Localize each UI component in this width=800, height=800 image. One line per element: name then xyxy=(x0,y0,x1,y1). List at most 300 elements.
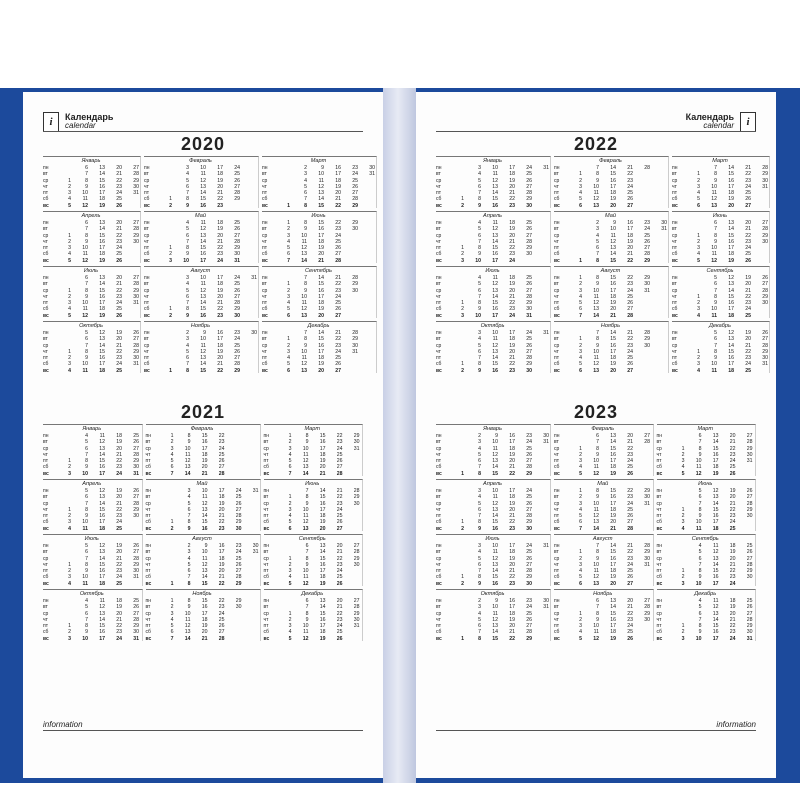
weekday-label: ср xyxy=(262,287,268,294)
weekday-label: вт xyxy=(672,336,677,343)
day-cell xyxy=(751,203,768,209)
week-row xyxy=(436,258,549,264)
day-cell: 18 xyxy=(99,196,105,203)
day-cell: 31 xyxy=(133,300,139,307)
day-cell: 28 xyxy=(234,361,240,368)
day-cell: 8 xyxy=(187,519,191,526)
day-cell: 4 xyxy=(170,616,174,623)
day-cell: 7 xyxy=(304,275,307,281)
month-name: Июнь xyxy=(305,481,320,487)
day-cell: 15 xyxy=(712,623,719,630)
day-cell: 21 xyxy=(116,171,122,178)
day-cell: 5 xyxy=(304,183,307,190)
day-cell: 17 xyxy=(218,549,225,556)
day-cell: 15 xyxy=(318,336,324,343)
day-cell: 27 xyxy=(526,506,532,513)
month-name: Август xyxy=(600,268,621,274)
month-calendar xyxy=(436,534,551,586)
day-cell: 2 xyxy=(287,342,290,349)
day-cell: 17 xyxy=(610,623,616,630)
day-cell: 21 xyxy=(116,555,122,562)
day-cell xyxy=(736,471,753,477)
month-name: Сентябрь xyxy=(298,536,326,542)
day-cell: 29 xyxy=(133,348,139,355)
day-cell: 25 xyxy=(352,177,358,184)
day-cell: 10 xyxy=(82,519,88,526)
day-cell: 13 xyxy=(302,525,309,532)
day-cell: 30 xyxy=(369,165,375,171)
day-cell: 17 xyxy=(217,336,223,343)
week-row xyxy=(43,368,139,374)
weekday-label: пн xyxy=(436,165,442,171)
day-cell: 10 xyxy=(593,458,599,465)
day-cell: 16 xyxy=(99,355,105,362)
day-cell: 31 xyxy=(234,257,240,264)
day-cell: 2 xyxy=(68,355,71,362)
day-cell: 5 xyxy=(68,257,71,264)
day-cell: 4 xyxy=(681,525,685,532)
weekday-label: ср xyxy=(145,500,151,507)
week-row xyxy=(672,203,768,209)
weekday-label: ср xyxy=(262,177,268,184)
day-cell: 1 xyxy=(288,433,292,439)
weekday-label: чт xyxy=(144,293,149,300)
day-cell: 8 xyxy=(478,470,481,477)
weekday-label: пн xyxy=(145,598,151,604)
day-cell xyxy=(341,258,358,264)
day-cell: 16 xyxy=(492,202,498,209)
day-cell: 15 xyxy=(492,196,498,203)
day-cell: 12 xyxy=(99,488,105,494)
day-cell: 6 xyxy=(698,555,702,562)
week-row xyxy=(264,636,362,642)
day-cell: 2 xyxy=(170,439,174,446)
day-cell: 4 xyxy=(478,171,481,178)
day-cell: 31 xyxy=(543,604,549,611)
day-cell: 13 xyxy=(184,464,191,471)
weekday-label: сб xyxy=(145,574,151,581)
day-cell: 11 xyxy=(82,367,88,374)
day-cell: 16 xyxy=(319,500,326,507)
day-cell: 22 xyxy=(745,171,751,178)
day-cell: 23 xyxy=(116,293,122,300)
day-cell: 23 xyxy=(627,281,633,288)
day-cell: 8 xyxy=(698,445,702,452)
day-cell: 25 xyxy=(746,543,753,549)
weekday-label: чт xyxy=(436,616,441,623)
day-cell: 12 xyxy=(610,238,616,245)
month-calendar xyxy=(262,156,377,208)
day-cell: 26 xyxy=(335,306,341,313)
weekday-label: вс xyxy=(262,202,268,209)
day-cell: 8 xyxy=(698,568,702,575)
day-cell: 20 xyxy=(745,336,751,343)
day-cell: 20 xyxy=(745,220,751,226)
day-cell: 3 xyxy=(697,306,700,313)
weekday-label: вт xyxy=(554,281,559,288)
day-cell: 20 xyxy=(627,598,633,604)
day-cell: 23 xyxy=(509,367,515,374)
month-name: Июль xyxy=(83,268,99,274)
day-cell: 25 xyxy=(746,598,753,604)
day-cell xyxy=(532,368,549,374)
weekday-label: вс xyxy=(43,202,49,209)
day-cell: 15 xyxy=(200,245,206,252)
day-cell: 16 xyxy=(200,202,206,209)
weekday-label: вс xyxy=(554,367,560,374)
weekday-label: ср xyxy=(672,232,678,239)
day-cell: 7 xyxy=(478,293,481,300)
day-cell: 3 xyxy=(288,623,292,630)
day-cell: 15 xyxy=(99,506,105,513)
day-cell: 24 xyxy=(217,257,223,264)
day-cell: 26 xyxy=(218,623,225,630)
month-calendar xyxy=(436,321,551,373)
weekday-label: пт xyxy=(672,300,677,307)
day-cell: 22 xyxy=(217,196,223,203)
weekday-label: пт xyxy=(656,513,662,520)
weekday-label: пт xyxy=(43,458,48,465)
day-cell: 24 xyxy=(116,470,122,477)
day-cell: 14 xyxy=(610,165,616,171)
weekday-label: ср xyxy=(554,555,560,562)
day-cell: 9 xyxy=(596,177,599,184)
month-calendar xyxy=(43,534,143,586)
weekday-label: чт xyxy=(43,506,48,513)
day-cell: 1 xyxy=(681,445,685,452)
day-cell: 1 xyxy=(461,470,464,477)
weekday-label: чт xyxy=(144,348,149,355)
weekday-label: ср xyxy=(554,232,560,239)
week-row xyxy=(43,203,139,209)
day-cell: 17 xyxy=(509,330,515,336)
weekday-label: пн xyxy=(43,433,49,439)
weekday-label: вт xyxy=(145,604,151,611)
weekday-label: пт xyxy=(554,513,559,520)
day-cell: 16 xyxy=(319,439,326,446)
day-cell: 22 xyxy=(627,549,633,556)
day-cell: 6 xyxy=(187,506,191,513)
day-cell: 19 xyxy=(116,439,122,446)
day-cell: 27 xyxy=(133,445,139,452)
weekday-label: вт xyxy=(43,494,48,501)
day-cell: 11 xyxy=(200,220,206,226)
day-cell: 17 xyxy=(712,580,719,587)
weekday-label: вс xyxy=(145,635,152,642)
day-cell: 9 xyxy=(478,306,481,313)
day-cell: 10 xyxy=(302,568,309,575)
day-cell: 3 xyxy=(681,635,685,642)
day-cell: 27 xyxy=(235,506,242,513)
weekday-label: вс xyxy=(43,580,49,587)
day-cell: 15 xyxy=(200,306,206,313)
weekday-label: ср xyxy=(145,555,151,562)
weekday-label: вт xyxy=(672,281,677,288)
day-cell: 16 xyxy=(610,616,616,623)
weekday-label: чт xyxy=(144,238,149,245)
day-cell: 13 xyxy=(200,232,206,239)
day-cell: 20 xyxy=(201,629,208,636)
weekday-label: пн xyxy=(672,330,678,336)
day-cell: 4 xyxy=(478,549,481,556)
day-cell: 14 xyxy=(319,549,326,556)
day-cell: 16 xyxy=(318,342,324,349)
day-cell: 24 xyxy=(218,610,225,617)
day-cell: 17 xyxy=(99,245,105,252)
day-cell: 24 xyxy=(234,165,240,171)
weekday-label: вт xyxy=(436,604,441,611)
weekday-label: пн xyxy=(144,330,150,336)
weekday-label: вт xyxy=(144,171,149,178)
week-row xyxy=(672,368,768,374)
day-cell: 25 xyxy=(526,220,532,226)
day-cell: 11 xyxy=(185,616,191,623)
day-cell: 5 xyxy=(478,500,481,507)
weekday-label: ср xyxy=(436,555,442,562)
weekday-label: вт xyxy=(554,171,559,178)
day-cell: 22 xyxy=(116,458,122,465)
day-cell: 25 xyxy=(116,367,122,374)
day-cell: 24 xyxy=(745,361,751,368)
day-cell: 8 xyxy=(304,281,307,288)
day-cell: 12 xyxy=(593,196,599,203)
day-cell: 30 xyxy=(762,177,768,184)
day-cell: 7 xyxy=(85,451,88,458)
day-cell: 8 xyxy=(596,171,599,178)
weekday-label: сб xyxy=(263,574,269,581)
month-name: Февраль xyxy=(190,426,214,432)
day-cell: 25 xyxy=(627,190,633,197)
day-cell: 26 xyxy=(627,574,633,581)
day-cell: 14 xyxy=(610,543,616,549)
day-cell: 5 xyxy=(287,306,290,313)
day-cell: 23 xyxy=(235,543,242,549)
day-cell: 29 xyxy=(644,336,650,343)
day-cell: 15 xyxy=(712,568,719,575)
day-cell: 13 xyxy=(184,629,191,636)
day-cell: 12 xyxy=(302,458,309,465)
day-cell: 24 xyxy=(729,519,736,526)
day-cell: 16 xyxy=(318,287,324,294)
weekday-label: вс xyxy=(43,470,49,477)
day-cell: 2 xyxy=(579,616,582,623)
day-cell: 27 xyxy=(234,355,240,362)
day-cell: 18 xyxy=(319,451,326,458)
day-cell: 11 xyxy=(303,451,309,458)
day-cell: 5 xyxy=(478,555,481,562)
weekday-label: сб xyxy=(672,306,678,313)
day-cell: 19 xyxy=(729,549,736,556)
day-cell: 28 xyxy=(627,525,633,532)
weekday-label: вс xyxy=(262,312,268,319)
weekday-label: пн xyxy=(656,543,662,549)
day-cell: 17 xyxy=(712,635,719,642)
month-name: Август xyxy=(190,268,211,274)
day-cell: 22 xyxy=(218,580,225,587)
day-cell: 9 xyxy=(186,202,189,209)
weekday-label: пн xyxy=(43,275,49,281)
day-cell: 13 xyxy=(492,287,498,294)
day-cell: 26 xyxy=(627,300,633,307)
day-cell: 25 xyxy=(627,629,633,636)
day-cell: 11 xyxy=(711,190,717,197)
day-cell: 6 xyxy=(85,165,88,171)
day-cell: 26 xyxy=(526,451,532,458)
month-calendar xyxy=(264,479,364,531)
day-cell: 8 xyxy=(305,555,309,562)
day-cell: 21 xyxy=(610,525,616,532)
weekday-label: ср xyxy=(43,555,49,562)
day-cell: 24 xyxy=(335,232,341,239)
week-row xyxy=(262,313,375,319)
day-cell: 8 xyxy=(478,245,481,252)
day-cell: 26 xyxy=(336,458,343,465)
day-cell: 8 xyxy=(85,561,88,568)
weekday-label: сб xyxy=(436,251,442,258)
weekday-label: чт xyxy=(145,451,151,458)
weekday-label: чт xyxy=(145,561,151,568)
weekday-label: пт xyxy=(262,190,267,197)
day-cell: 22 xyxy=(116,348,122,355)
day-cell: 30 xyxy=(543,433,549,439)
day-cell: 15 xyxy=(728,293,734,300)
day-cell xyxy=(751,258,768,264)
day-cell: 29 xyxy=(762,232,768,239)
month-name: Ноябрь xyxy=(190,323,211,329)
day-cell: 16 xyxy=(319,616,326,623)
day-cell: 16 xyxy=(201,604,208,611)
day-cell: 20 xyxy=(318,251,324,258)
day-cell: 8 xyxy=(85,177,88,184)
day-cell: 13 xyxy=(593,367,599,374)
day-cell: 14 xyxy=(610,439,616,446)
weekday-label: ср xyxy=(672,177,678,184)
day-cell: 4 xyxy=(697,190,700,197)
month-name: Декабрь xyxy=(301,591,324,597)
day-cell: 7 xyxy=(698,561,702,568)
day-cell: 26 xyxy=(234,177,240,184)
header-title: Календарь xyxy=(685,112,734,122)
day-cell: 31 xyxy=(526,312,532,319)
month-name: Май xyxy=(597,481,609,487)
weekday-label: вс xyxy=(144,202,150,209)
day-cell: 12 xyxy=(200,348,206,355)
day-cell: 22 xyxy=(509,635,515,642)
day-cell: 1 xyxy=(169,196,172,203)
day-cell: 21 xyxy=(627,543,633,549)
day-cell: 29 xyxy=(746,568,753,575)
day-cell: 8 xyxy=(596,336,599,343)
day-cell: 21 xyxy=(319,470,326,477)
day-cell: 7 xyxy=(714,165,717,171)
day-cell: 6 xyxy=(85,549,88,556)
day-cell: 22 xyxy=(218,519,225,526)
day-cell: 11 xyxy=(99,433,105,439)
day-cell: 19 xyxy=(509,616,515,623)
day-cell: 27 xyxy=(627,202,633,209)
day-cell: 14 xyxy=(492,568,498,575)
day-cell: 28 xyxy=(352,196,358,203)
day-cell: 28 xyxy=(762,226,768,233)
day-cell: 7 xyxy=(186,300,189,307)
day-cell: 26 xyxy=(762,275,768,281)
weekday-label: чт xyxy=(554,451,559,458)
weekday-label: чт xyxy=(436,293,441,300)
day-cell: 4 xyxy=(187,494,191,501)
weekday-label: вс xyxy=(554,312,560,319)
weekday-label: пт xyxy=(436,190,441,197)
year-title: 2022 xyxy=(573,134,619,154)
day-cell: 19 xyxy=(318,361,324,368)
weekday-label: сб xyxy=(554,361,560,368)
day-cell: 7 xyxy=(478,629,481,636)
day-cell: 13 xyxy=(712,433,719,439)
day-cell: 28 xyxy=(234,300,240,307)
day-cell: 11 xyxy=(492,220,498,226)
day-cell: 7 xyxy=(596,604,599,611)
month-calendar xyxy=(672,321,770,373)
day-cell: 15 xyxy=(492,635,498,642)
day-cell: 24 xyxy=(335,293,341,300)
weekday-label: пн xyxy=(145,433,151,439)
day-cell: 11 xyxy=(82,306,88,313)
day-cell: 4 xyxy=(187,555,191,562)
day-cell: 21 xyxy=(509,293,515,300)
day-cell: 29 xyxy=(353,610,360,617)
day-cell: 20 xyxy=(218,506,225,513)
day-cell: 5 xyxy=(698,488,702,494)
day-cell: 3 xyxy=(579,561,582,568)
day-cell: 13 xyxy=(99,494,105,501)
day-cell: 15 xyxy=(610,336,616,343)
day-cell: 27 xyxy=(526,287,532,294)
day-cell: 24 xyxy=(116,300,122,307)
day-cell: 12 xyxy=(82,202,88,209)
day-cell: 6 xyxy=(698,610,702,617)
day-cell: 23 xyxy=(509,525,515,532)
day-cell: 15 xyxy=(610,171,616,178)
day-cell: 10 xyxy=(593,561,599,568)
day-cell: 29 xyxy=(234,245,240,252)
day-cell: 6 xyxy=(478,561,481,568)
day-cell: 31 xyxy=(644,287,650,294)
weekday-label: ср xyxy=(554,610,560,617)
weekday-label: пн xyxy=(43,543,49,549)
week-row xyxy=(657,636,755,642)
day-cell: 25 xyxy=(235,494,242,501)
day-cell: 8 xyxy=(478,519,481,526)
day-cell: 6 xyxy=(697,202,700,209)
day-cell: 20 xyxy=(116,445,122,452)
month-name: Февраль xyxy=(591,426,615,432)
day-cell: 29 xyxy=(526,574,532,581)
day-cell: 12 xyxy=(593,300,599,307)
day-cell: 14 xyxy=(593,525,599,532)
header-divider xyxy=(436,131,756,132)
day-cell: 18 xyxy=(318,300,324,307)
day-cell: 27 xyxy=(526,232,532,239)
day-cell: 11 xyxy=(303,574,309,581)
day-cell: 1 xyxy=(579,488,582,494)
week-row xyxy=(262,368,375,374)
day-cell: 16 xyxy=(610,451,616,458)
day-cell: 28 xyxy=(133,281,139,288)
day-cell: 9 xyxy=(187,439,191,446)
day-cell: 26 xyxy=(526,500,532,507)
day-cell: 14 xyxy=(712,439,719,446)
day-cell: 25 xyxy=(745,312,751,319)
day-cell: 3 xyxy=(170,445,174,452)
